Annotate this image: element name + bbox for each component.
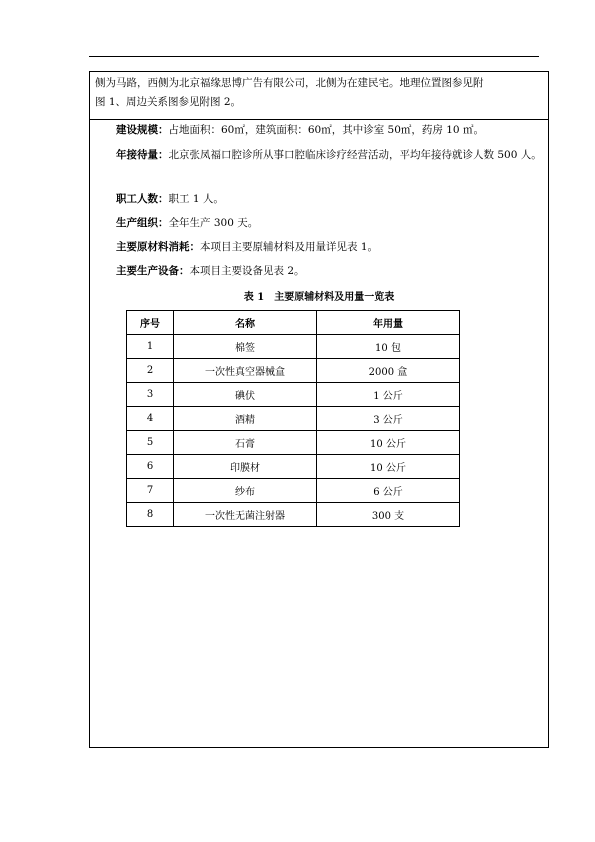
reception-label: 年接待量： bbox=[116, 149, 169, 161]
header-index: 序号 bbox=[127, 311, 174, 335]
location-paragraph bbox=[95, 74, 543, 112]
production-text: 全年生产 300 天。 bbox=[168, 217, 259, 229]
cell-index: 7 bbox=[127, 479, 174, 503]
table-row bbox=[127, 335, 460, 359]
header-name: 名称 bbox=[174, 311, 317, 335]
materials-paragraph bbox=[95, 238, 543, 257]
cell-usage: 10 公斤 bbox=[317, 431, 460, 455]
table-header-row bbox=[127, 311, 460, 335]
cell-usage: 2000 盒 bbox=[317, 359, 460, 383]
equipment-text: 本项目主要设备见表 2。 bbox=[189, 265, 305, 277]
table-row bbox=[127, 359, 460, 383]
staff-paragraph bbox=[95, 190, 543, 209]
cell-index: 8 bbox=[127, 503, 174, 527]
cell-index: 2 bbox=[127, 359, 174, 383]
cell-name: 一次性无菌注射器 bbox=[174, 503, 317, 527]
cell-index: 4 bbox=[127, 407, 174, 431]
location-line-1: 侧为马路，西侧为北京福缘思博广告有限公司，北侧为在建民宅。地理位置图参见附 bbox=[95, 77, 484, 89]
section-divider bbox=[90, 119, 548, 120]
header-annual-usage: 年用量 bbox=[317, 311, 460, 335]
scale-label: 建设规模： bbox=[116, 124, 169, 136]
reception-text: 北京张凤福口腔诊所从事口腔临床诊疗经营活动，平均年接待就诊人数 500 人。 bbox=[168, 149, 542, 161]
cell-index: 3 bbox=[127, 383, 174, 407]
cell-usage: 10 公斤 bbox=[317, 455, 460, 479]
cell-name: 一次性真空器械盒 bbox=[174, 359, 317, 383]
table-row bbox=[127, 383, 460, 407]
cell-name: 石膏 bbox=[174, 431, 317, 455]
cell-usage: 3 公斤 bbox=[317, 407, 460, 431]
cell-usage: 10 包 bbox=[317, 335, 460, 359]
scale-paragraph bbox=[95, 121, 543, 140]
header-rule bbox=[89, 56, 539, 57]
table-row bbox=[127, 407, 460, 431]
table-row bbox=[127, 479, 460, 503]
cell-name: 酒精 bbox=[174, 407, 317, 431]
cell-name: 纱布 bbox=[174, 479, 317, 503]
scale-text: 占地面积：60㎡，建筑面积：60㎡，其中诊室 50㎡，药房 10 ㎡。 bbox=[168, 124, 484, 136]
cell-name: 印膜材 bbox=[174, 455, 317, 479]
production-paragraph bbox=[95, 214, 543, 233]
cell-usage: 1 公斤 bbox=[317, 383, 460, 407]
table-row bbox=[127, 503, 460, 527]
equipment-paragraph bbox=[95, 262, 543, 281]
cell-usage: 300 支 bbox=[317, 503, 460, 527]
staff-text: 职工 1 人。 bbox=[168, 193, 224, 205]
cell-index: 5 bbox=[127, 431, 174, 455]
cell-index: 1 bbox=[127, 335, 174, 359]
table-row bbox=[127, 431, 460, 455]
reception-paragraph bbox=[95, 146, 543, 165]
cell-index: 6 bbox=[127, 455, 174, 479]
materials-label: 主要原材料消耗： bbox=[116, 241, 200, 253]
materials-table bbox=[126, 310, 460, 527]
staff-label: 职工人数： bbox=[116, 193, 169, 205]
equipment-label: 主要生产设备： bbox=[116, 265, 190, 277]
cell-name: 棉签 bbox=[174, 335, 317, 359]
cell-name: 碘伏 bbox=[174, 383, 317, 407]
content-frame bbox=[89, 71, 549, 748]
materials-text: 本项目主要原辅材料及用量详见表 1。 bbox=[200, 241, 379, 253]
table-row bbox=[127, 455, 460, 479]
production-label: 生产组织： bbox=[116, 217, 169, 229]
cell-usage: 6 公斤 bbox=[317, 479, 460, 503]
table-caption: 表 1 主要原辅材料及用量一览表 bbox=[243, 292, 395, 303]
location-line-2: 图 1、周边关系图参见附图 2。 bbox=[95, 96, 242, 108]
